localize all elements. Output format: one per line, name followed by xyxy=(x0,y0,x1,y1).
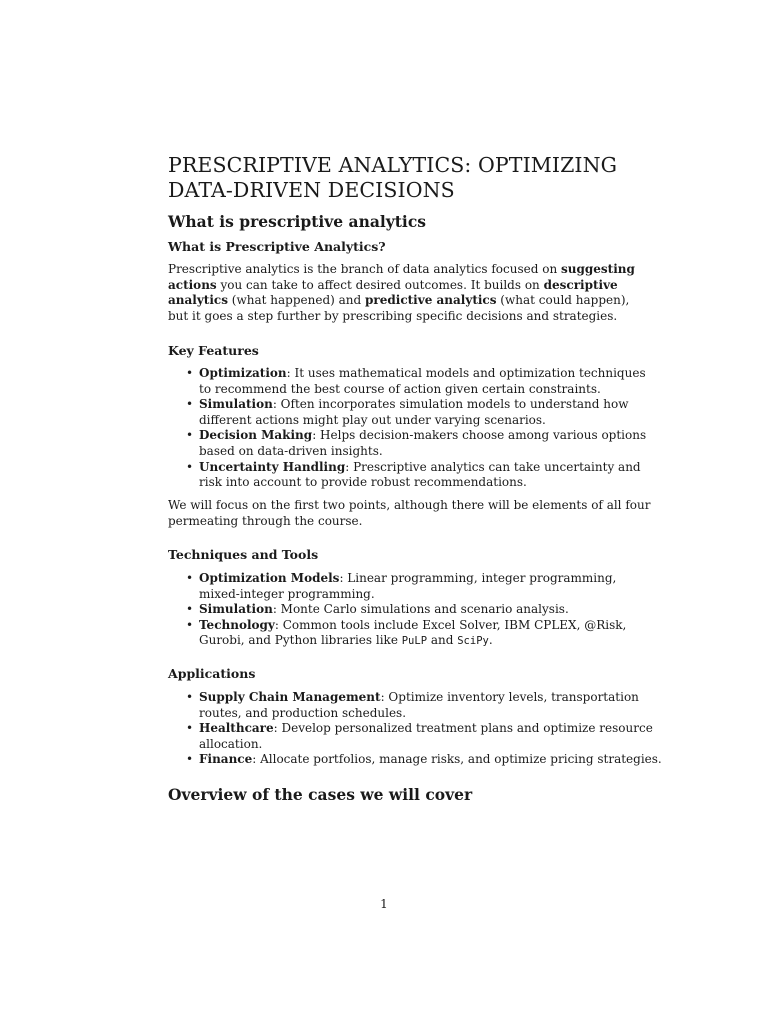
title-line-1: PRESCRIPTIVE ANALYTICS: OPTIMIZING xyxy=(168,153,618,177)
list-item-text: : Helps decision-makers choose among various options xyxy=(312,428,647,443)
list-item-text: different actions might play out under varying scenarios. xyxy=(199,412,546,427)
intro-text: (what happened) and xyxy=(227,293,366,308)
focus-line-1: We will focus on the first two points, although there will be elements of all four xyxy=(168,498,651,512)
list-item-text: to recommend the best course of action given certain constraints. xyxy=(199,381,601,396)
intro-line-2 xyxy=(168,277,618,294)
code-scipy: SciPy xyxy=(457,635,489,648)
list-item-text: based on data-driven insights. xyxy=(199,443,383,458)
list-item xyxy=(168,752,662,768)
list-item-text: . xyxy=(488,633,493,648)
list-item-text: allocation. xyxy=(199,736,263,751)
list-item-term: Healthcare xyxy=(199,721,274,736)
list-item-term: Simulation xyxy=(199,397,273,412)
list-item xyxy=(168,366,646,397)
techniques-list xyxy=(168,571,627,650)
list-item-term: Decision Making xyxy=(199,428,313,443)
list-item xyxy=(168,571,617,602)
focus-paragraph xyxy=(168,498,651,529)
list-item-term: Optimization Models xyxy=(199,571,340,585)
list-item-text: : Develop personalized treatment plans and optimize resource xyxy=(273,721,653,736)
list-item xyxy=(168,690,639,721)
list-item-text: : Optimize inventory levels, transportation xyxy=(380,690,639,704)
intro-bold: actions xyxy=(168,277,217,292)
list-item-text: : Often incorporates simulation models to understand how xyxy=(272,397,629,412)
list-item-text: : Common tools include Excel Solver, IBM CPLEX, @Risk, xyxy=(274,617,627,632)
intro-text: Prescriptive analytics is the branch of data analytics focused on xyxy=(168,262,562,276)
list-item xyxy=(168,428,647,459)
list-item xyxy=(168,397,629,428)
list-item-term: Simulation xyxy=(199,602,273,617)
applications-list xyxy=(168,690,662,768)
bullet-icon: • xyxy=(186,690,194,704)
title-line-2: DATA-DRIVEN DECISIONS xyxy=(168,178,455,202)
list-item-text: : It uses mathematical models and optimization techniques xyxy=(286,366,646,380)
bullet-icon: • xyxy=(186,617,194,632)
list-item xyxy=(168,459,641,491)
intro-text: you can take to affect desired outcomes. It builds on xyxy=(216,277,544,292)
intro-line-4: but it goes a step further by prescribing specific decisions and strategies. xyxy=(168,308,618,323)
list-item-text: : Linear programming, integer programming, xyxy=(339,571,617,585)
list-item xyxy=(168,617,627,650)
list-item-text: risk into account to provide robust recommendations. xyxy=(199,475,527,490)
list-item-text: : Prescriptive analytics can take uncertainty and xyxy=(345,459,641,474)
bullet-icon: • xyxy=(186,366,194,380)
document-title xyxy=(168,153,618,203)
section-heading-overview: Overview of the cases we will cover xyxy=(168,785,473,804)
list-item-term: Optimization xyxy=(199,366,287,380)
intro-line-1 xyxy=(168,262,635,278)
bullet-icon: • xyxy=(186,721,194,736)
page-number: 1 xyxy=(380,897,388,911)
list-item-text: Gurobi, and Python libraries like xyxy=(199,633,402,648)
section-heading-what-is: What is prescriptive analytics xyxy=(168,212,426,231)
bullet-icon: • xyxy=(186,602,194,617)
list-item-term: Uncertainty Handling xyxy=(199,459,346,474)
intro-bold: predictive analytics xyxy=(365,293,497,308)
list-item-term: Finance xyxy=(199,752,253,767)
list-item-text: routes, and production schedules. xyxy=(199,705,407,720)
list-item xyxy=(168,602,602,618)
intro-text: (what could happen), xyxy=(496,293,630,308)
list-item-text: : Allocate portfolios, manage risks, and optimize pricing strategies. xyxy=(252,752,662,767)
list-item-text: and xyxy=(427,633,458,648)
intro-bold: suggesting xyxy=(561,262,635,276)
intro-bold: analytics xyxy=(168,293,228,308)
subsection-heading-what-is: What is Prescriptive Analytics? xyxy=(168,239,386,254)
intro-paragraph xyxy=(168,262,635,324)
list-item-term: Technology xyxy=(199,617,275,632)
list-item xyxy=(168,721,653,752)
focus-line-2: permeating through the course. xyxy=(168,513,363,528)
intro-bold: descriptive xyxy=(543,277,618,292)
bullet-icon: • xyxy=(186,752,194,767)
bullet-icon: • xyxy=(186,397,194,412)
key-features-list xyxy=(168,366,647,491)
list-item-text: : Monte Carlo simulations and scenario analysis. xyxy=(272,602,569,617)
subsection-heading-key-features: Key Features xyxy=(168,343,259,358)
subsection-heading-techniques: Techniques and Tools xyxy=(168,547,319,562)
subsection-heading-applications: Applications xyxy=(168,666,256,681)
bullet-icon: • xyxy=(186,428,194,443)
bullet-icon: • xyxy=(186,459,194,474)
code-pulp: PuLP xyxy=(401,635,428,648)
list-item-text: mixed-integer programming. xyxy=(199,586,375,601)
intro-line-3 xyxy=(168,293,630,309)
bullet-icon: • xyxy=(186,571,194,585)
list-item-term: Supply Chain Management xyxy=(199,690,381,704)
